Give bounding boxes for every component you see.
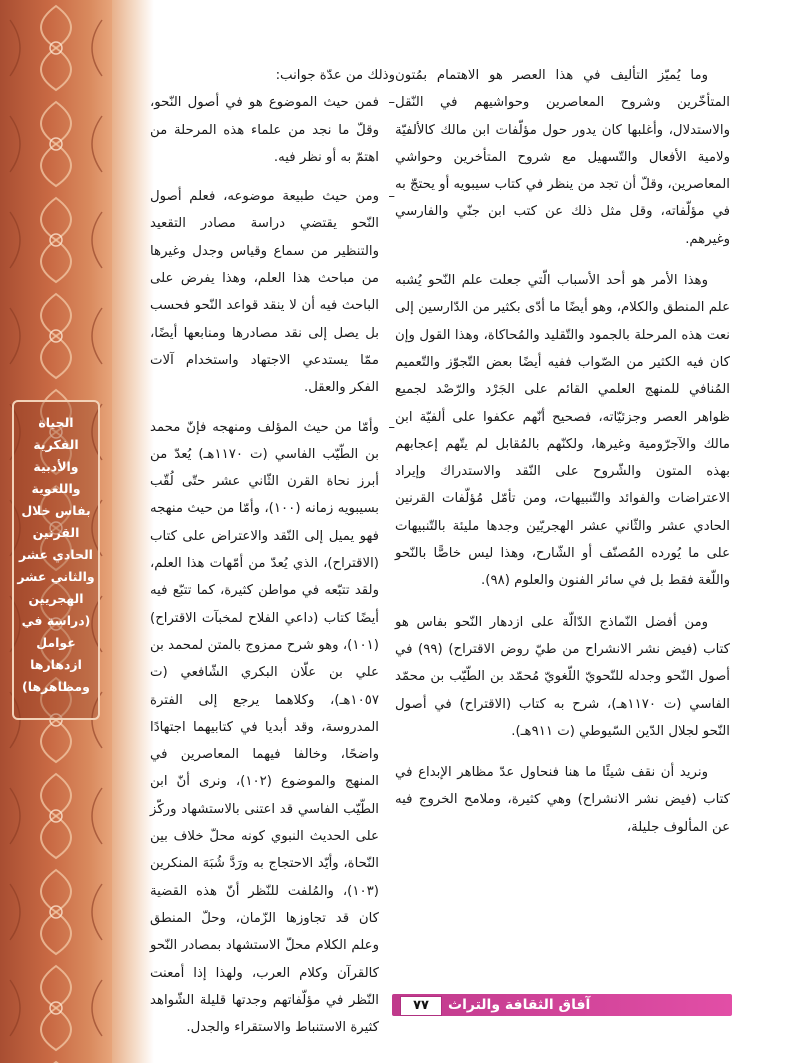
paragraph: وما يُميّز التأليف في هذا العصر هو الاهتمام بمُتون المتأخّرين وشروح المعاصرين وحواشيهم في النّقل والاستدلال، وأغلبها كان يدور حول مؤلّفات ابن مالك كالألفيّة ولامية الأفعال والتّسهيل مع شروح المتأخرين وحواشي المعاصرين، وقلّ أن تجد من ينظر في كتاب سيبويه أو يحتجّ به في مؤلّفاته، وقل مثل ذلك عن كتب ابن جنّي والفارسي وغيرهم. [395,68,730,247]
page-number: ٧٧ [400,996,442,1016]
paragraph: ونريد أن نقف شيئًا ما هنا فنحاول عدّ مظاهر الإبداع في كتاب (فيض نشر الانشراح) وهي كثيرة، وملامح الخروج فيه عن المألوف جليلة، [395,765,730,835]
right-column [395,62,730,855]
journal-title: آفاق الثقافة والتراث [448,997,591,1013]
decorative-sidebar [0,0,112,1063]
bullet-item: – ومن حيث طبيعة موضوعه، فعلم أصول النّحو يقتضي دراسة مصادر التقعيد والتنظير من سماع وقياس وجدل وغيرها من مباحث هذا العلم، وهذا يفرض على الباحث فيه أن لا ينقد قواعد النّحو فحسب بل يصل إلى نقد مصادرها ومنابعها أيضًا، ممّا يستدعي الاجتهاد واستخدام آلات الفكر والعقل. [150,183,395,401]
sidebar-title: الحياة الفكرية والأدبية واللغوية بفاس خلال القرنين الحادي عشر والثاني عشر الهجريين (دراسة في عوامل ازدهارها ومظاهرها) [17,415,95,694]
paragraph: وهذا الأمر هو أحد الأسباب الّتي جعلت علم النّحو يُشبه علم المنطق والكلام، وهو أيضًا ما أدّى بكثير من الدّارسين إلى نعت هذه المرحلة بالجمود والتّقليد والمُحاكاة، وهذا القول وإن كان فيه الكثير من الصّواب ففيه أيضًا بعض التّجوّز والتّعميم المُنافي للمنهج العلمي القائم على الجَرْد والرّصْد لجميع ظواهر العصر وجزئيّاته، فصحيح أنّهم عكفوا على ألفيّة ابن مالك والآجرّومية وغيرها، ولكنّهم بالمُقابل لم يتّهم إعجابهم بهذه المتون والشّروح على النّقد والاستدراك وإيراد الاعتراضات والفوائد والتّنبيهات، ومن تأمّل مُؤلّفات القرنين الحادي عشر والثّاني عشر الهجريّين وجدها مليئة بالتّنبيهات على ما يُورده المُصنّف أو الشّارح، وهذا ليس خاصًّا بالنّحو واللّغة فقط بل في سائر الفنون والعلوم (٩٨). [395,273,730,589]
sidebar-title-box [12,400,100,720]
sidebar-fade [112,0,154,1063]
bullet-item: – فمن حيث الموضوع هو في أصول النّحو، وقلّ ما نجد من علماء هذه المرحلة من اهتمّ به أو نظر فيه. [150,89,395,171]
intro-line: وذلك من عدّة جوانب: [275,68,395,83]
bullet-item: – وأمّا من حيث المؤلف ومنهجه فإنّ محمد بن الطّيّب الفاسي (ت ١١٧٠هـ) يُعدّ من أبرز نحاة القرن الثّاني عشر حتّى لُقّب بسيبويه زمانه (١٠٠)، وأمّا من حيث منهجه فهو يميل إلى النّقد والاعتراض على كتاب (الاقتراح)، الذي يُعدّ من أمّهات هذا العلم، ولقد تتبّعه في مواطن كثيرة، كما تتبّع فيه أيضًا كتاب (داعي الفلاح لمخبآت الاقتراح) (١٠١)، وهو شرح ممزوج بالمتن لمحمد بن علي بن علّان البكري الشّافعي (ت ١٠٥٧هـ)، وكلاهما يرجع إلى الفترة المدروسة، وقد أبديا في كتابيهما اجتهادًا واضحًا، وخالفا فيهما المعاصرين في المنهج والموضوع (١٠٢)، ونرى أنّ ابن الطّيّب الفاسي قد اعتنى بالاستشهاد وركّز على الحديث النبوي كونه محلّ خلاف بين النّحاة، وأيّد الاحتجاج به ورَدَّ شُبَهَ المنكرين (١٠٣)، والمُلفت للنّظر أنّ هذه القضية كان قد تجاوزها الزّمان، وحلّ المنطق وعلم الكلام محلّ الاستشهاد بمصادر النّحو كالقرآن وكلام العرب، ولهذا إذا أمعنت النّظر في مؤلّفاتهم وجدتها قليلة الشّواهد كثيرة الاستنباط والاستقراء والجدل. [150,414,395,1042]
paragraph: ومن أفضل النّماذج الدّالّة على ازدهار النّحو بفاس هو كتاب (فيض نشر الانشراح من طيّ روض الاقتراح) (٩٩) في أصول النّحو وجدله للنّحويّ اللّغويّ مُحمّد بن الطّيّب بن محمّد الفاسي (ت ١١٧٠هـ)، شرح به كتاب (الاقتراح) في أصول النّحو لجلال الدّين السّيوطي (ت ٩١١هـ). [395,614,731,739]
left-column [150,62,395,1053]
